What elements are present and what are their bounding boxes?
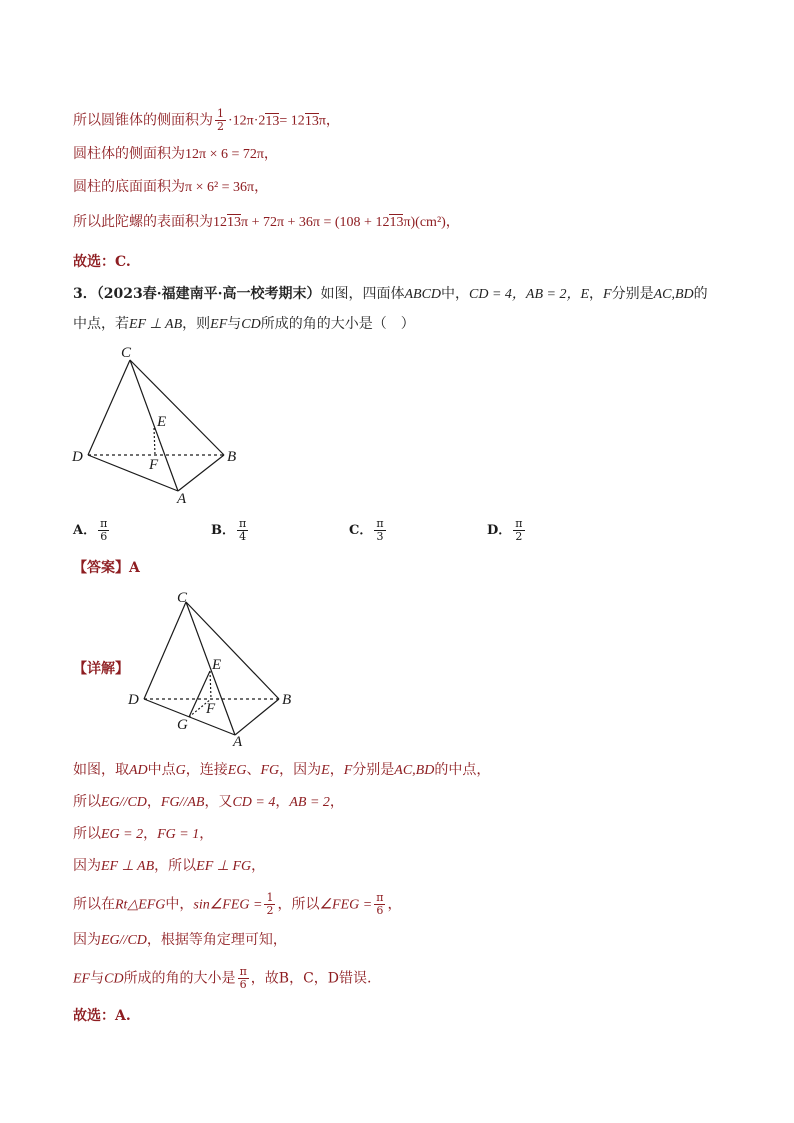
text-segment: 因为 [73, 932, 101, 948]
math-expr: EF ⊥ AB [101, 859, 155, 874]
label-C: C [121, 345, 132, 361]
text-line-cone-lateral-area [73, 108, 340, 133]
text-line-surface-area [73, 212, 460, 233]
fraction [264, 892, 275, 917]
math-var: AC,BD [653, 287, 694, 302]
math-expr: EG = 2 [101, 827, 144, 842]
solution-line-4 [73, 856, 265, 877]
text-segment: 、 [246, 762, 261, 778]
fraction-numerator: π [376, 891, 384, 904]
tetrahedron-solution-figure [124, 585, 304, 755]
sqrt-expr: 13 [389, 215, 404, 230]
text-segment: 如图，取 [73, 762, 129, 778]
math-var: FG [260, 763, 280, 778]
text-line-cylinder-lateral-area [73, 144, 278, 165]
label-A: A [177, 491, 187, 507]
text-segment: ， [251, 858, 266, 874]
math-var: AC,BD [394, 763, 435, 778]
math-expr: ·12π·2 [228, 113, 266, 129]
label-D: D [72, 449, 83, 465]
solution-line-1 [73, 760, 490, 781]
text-segment: 中点 [147, 762, 176, 778]
text-segment: 所成的角的大小是（ ） [260, 316, 415, 332]
text-segment: 所以 [73, 794, 101, 810]
math-expr: FG//AB [160, 795, 205, 810]
math-expr: Rt△EFG [115, 897, 166, 913]
math-expr: sin∠FEG = [193, 897, 263, 913]
edge-CD [144, 602, 186, 699]
fraction [98, 518, 109, 543]
text-segment: ， [387, 896, 402, 913]
math-var: G [175, 763, 186, 778]
text-segment: 中， [165, 896, 194, 913]
math-var: EF [73, 971, 91, 987]
tetrahedron-figure [68, 340, 248, 510]
option-letter: A． [73, 523, 97, 538]
option-letter: C． [349, 523, 373, 538]
solution-line-3 [73, 824, 213, 845]
text-segment: ，所以 [277, 896, 320, 913]
math-expr: 12π × 6 = 72π， [185, 147, 278, 162]
label-B: B [227, 449, 237, 465]
math-expr: EF ⊥ AB [129, 317, 183, 332]
label-G: G [177, 717, 188, 733]
edge-DA [88, 455, 178, 491]
text-line-answer-choice-prev: 故选：C. [73, 254, 131, 270]
text-segment: 与 [90, 970, 105, 987]
option-c[interactable] [349, 518, 388, 543]
option-b[interactable] [211, 518, 250, 543]
label-C: C [177, 590, 188, 606]
text-segment: 中点，若 [73, 316, 129, 332]
solution-line-7 [73, 966, 371, 991]
fraction-denominator: 3 [376, 530, 384, 543]
fraction-numerator: π [100, 517, 108, 530]
text-segment: 所成的角的大小是 [123, 970, 236, 987]
edge-CB [186, 602, 279, 699]
label-F: F [206, 701, 216, 717]
math-expr: CD = 4 [232, 795, 276, 810]
fraction [374, 892, 385, 917]
option-d[interactable] [487, 518, 527, 543]
fraction [238, 966, 249, 991]
edge-CD [88, 360, 130, 455]
math-var: ABCD [404, 287, 442, 302]
edge-BA [178, 455, 224, 491]
segment-EF [154, 428, 155, 455]
fraction-numerator: π [515, 517, 523, 530]
fraction-numerator: π [239, 517, 247, 530]
fraction-denominator: 4 [239, 530, 247, 543]
text-segment: ，故B，C，D错误. [250, 970, 372, 987]
edge-CB [130, 360, 224, 455]
math-expr: EG//CD [101, 795, 147, 810]
option-letter: B． [211, 523, 235, 538]
text-segment: 所以圆锥体的侧面积为 [73, 112, 213, 129]
math-expr: EG//CD [101, 933, 147, 948]
segment-EF [210, 671, 211, 699]
text-segment: 所以 [73, 826, 101, 842]
math-var: EG [227, 763, 247, 778]
fraction-numerator: π [376, 517, 384, 530]
label-F: F [149, 457, 159, 473]
sqrt-expr: 13 [265, 113, 280, 129]
math-expr: FG = 1 [157, 827, 200, 842]
label-E: E [157, 414, 167, 430]
text-segment: ， [199, 826, 214, 842]
text-segment: 分别是 [352, 762, 395, 778]
text-segment: ，因为 [279, 762, 322, 778]
math-expr: = 12 [279, 113, 305, 129]
math-expr: π × 6² = 36π， [185, 180, 269, 195]
fraction [513, 518, 524, 543]
detail-label: 【详解】 [73, 661, 129, 677]
math-expr: AB = 2 [289, 795, 330, 810]
text-segment: 分别是 [611, 286, 654, 302]
text-segment: ，则 [182, 316, 211, 332]
math-var: EF [210, 317, 228, 332]
sqrt-expr: 13 [227, 215, 241, 230]
edge-BA [235, 699, 279, 735]
text-segment: ， [329, 762, 344, 778]
option-letter: D． [487, 523, 512, 538]
text-segment: 中， [441, 286, 470, 302]
math-expr: EF ⊥ FG [196, 859, 252, 874]
question-source: （2023春·福建南平·高一校考期末） [96, 286, 321, 302]
text-segment: 圆柱体的侧面积为 [73, 146, 185, 162]
math-var: E [321, 763, 330, 778]
option-a[interactable] [73, 518, 111, 543]
fraction-denominator: 6 [376, 904, 384, 917]
fraction-denominator: 2 [266, 904, 274, 917]
fraction-numerator: 1 [266, 891, 274, 904]
math-var: CD [104, 971, 124, 987]
text-segment: 圆柱的底面面积为 [73, 179, 185, 195]
label-A: A [233, 734, 243, 750]
solution-final-answer: 故选：A. [73, 1008, 131, 1024]
text-segment: ，连接 [185, 762, 228, 778]
text-segment: 的中点， [434, 762, 491, 778]
fraction-denominator: 6 [100, 530, 108, 543]
label-D: D [128, 692, 139, 708]
fraction-denominator: 2 [217, 120, 224, 133]
text-segment: ， [589, 286, 604, 302]
math-expr: π + 72π + 36π = (108 + 12 [241, 215, 390, 230]
text-segment: ， [143, 826, 158, 842]
text-segment: ，根据等角定理可知， [146, 932, 287, 948]
label-E: E [212, 657, 222, 673]
text-segment: 如图，四面体 [320, 286, 405, 302]
fraction-denominator: 2 [515, 530, 523, 543]
text-segment: ，所以 [154, 858, 197, 874]
text-segment: 所以在 [73, 896, 115, 913]
text-segment: ， [146, 794, 161, 810]
math-expr: π， [318, 113, 340, 129]
label-B: B [282, 692, 292, 708]
text-segment: ， [329, 794, 344, 810]
fraction-denominator: 6 [239, 978, 247, 991]
question-3-line-1 [73, 284, 708, 305]
text-segment: ， [275, 794, 290, 810]
math-var: AD [129, 763, 148, 778]
fraction [215, 108, 226, 133]
sqrt-expr: 13 [304, 113, 319, 129]
text-line-cylinder-base-area [73, 177, 268, 198]
math-var: CD [241, 317, 261, 332]
math-var: F [603, 287, 612, 302]
math-var: E [580, 287, 590, 302]
text-segment: 的 [693, 286, 708, 302]
answer-label: 【答案】A [73, 560, 140, 576]
solution-line-2 [73, 792, 344, 813]
fraction-numerator: π [239, 965, 247, 978]
solution-line-6 [73, 930, 287, 951]
fraction [374, 518, 385, 543]
text-segment: 与 [227, 316, 242, 332]
text-segment: ，又 [204, 794, 233, 810]
math-var: F [343, 763, 353, 778]
question-3-line-2 [73, 314, 415, 335]
solution-line-5 [73, 892, 401, 917]
text-segment: 所以此陀螺的表面积为 [73, 214, 213, 230]
fraction-numerator: 1 [217, 107, 224, 120]
text-segment: 因为 [73, 858, 101, 874]
math-expr: 12 [213, 215, 227, 230]
question-number: 3． [73, 286, 97, 302]
math-expr: CD = 4，AB = 2， [469, 287, 581, 302]
fraction [237, 518, 248, 543]
math-expr: ∠FEG = [319, 897, 373, 913]
math-expr: π)(cm²)， [403, 215, 460, 230]
